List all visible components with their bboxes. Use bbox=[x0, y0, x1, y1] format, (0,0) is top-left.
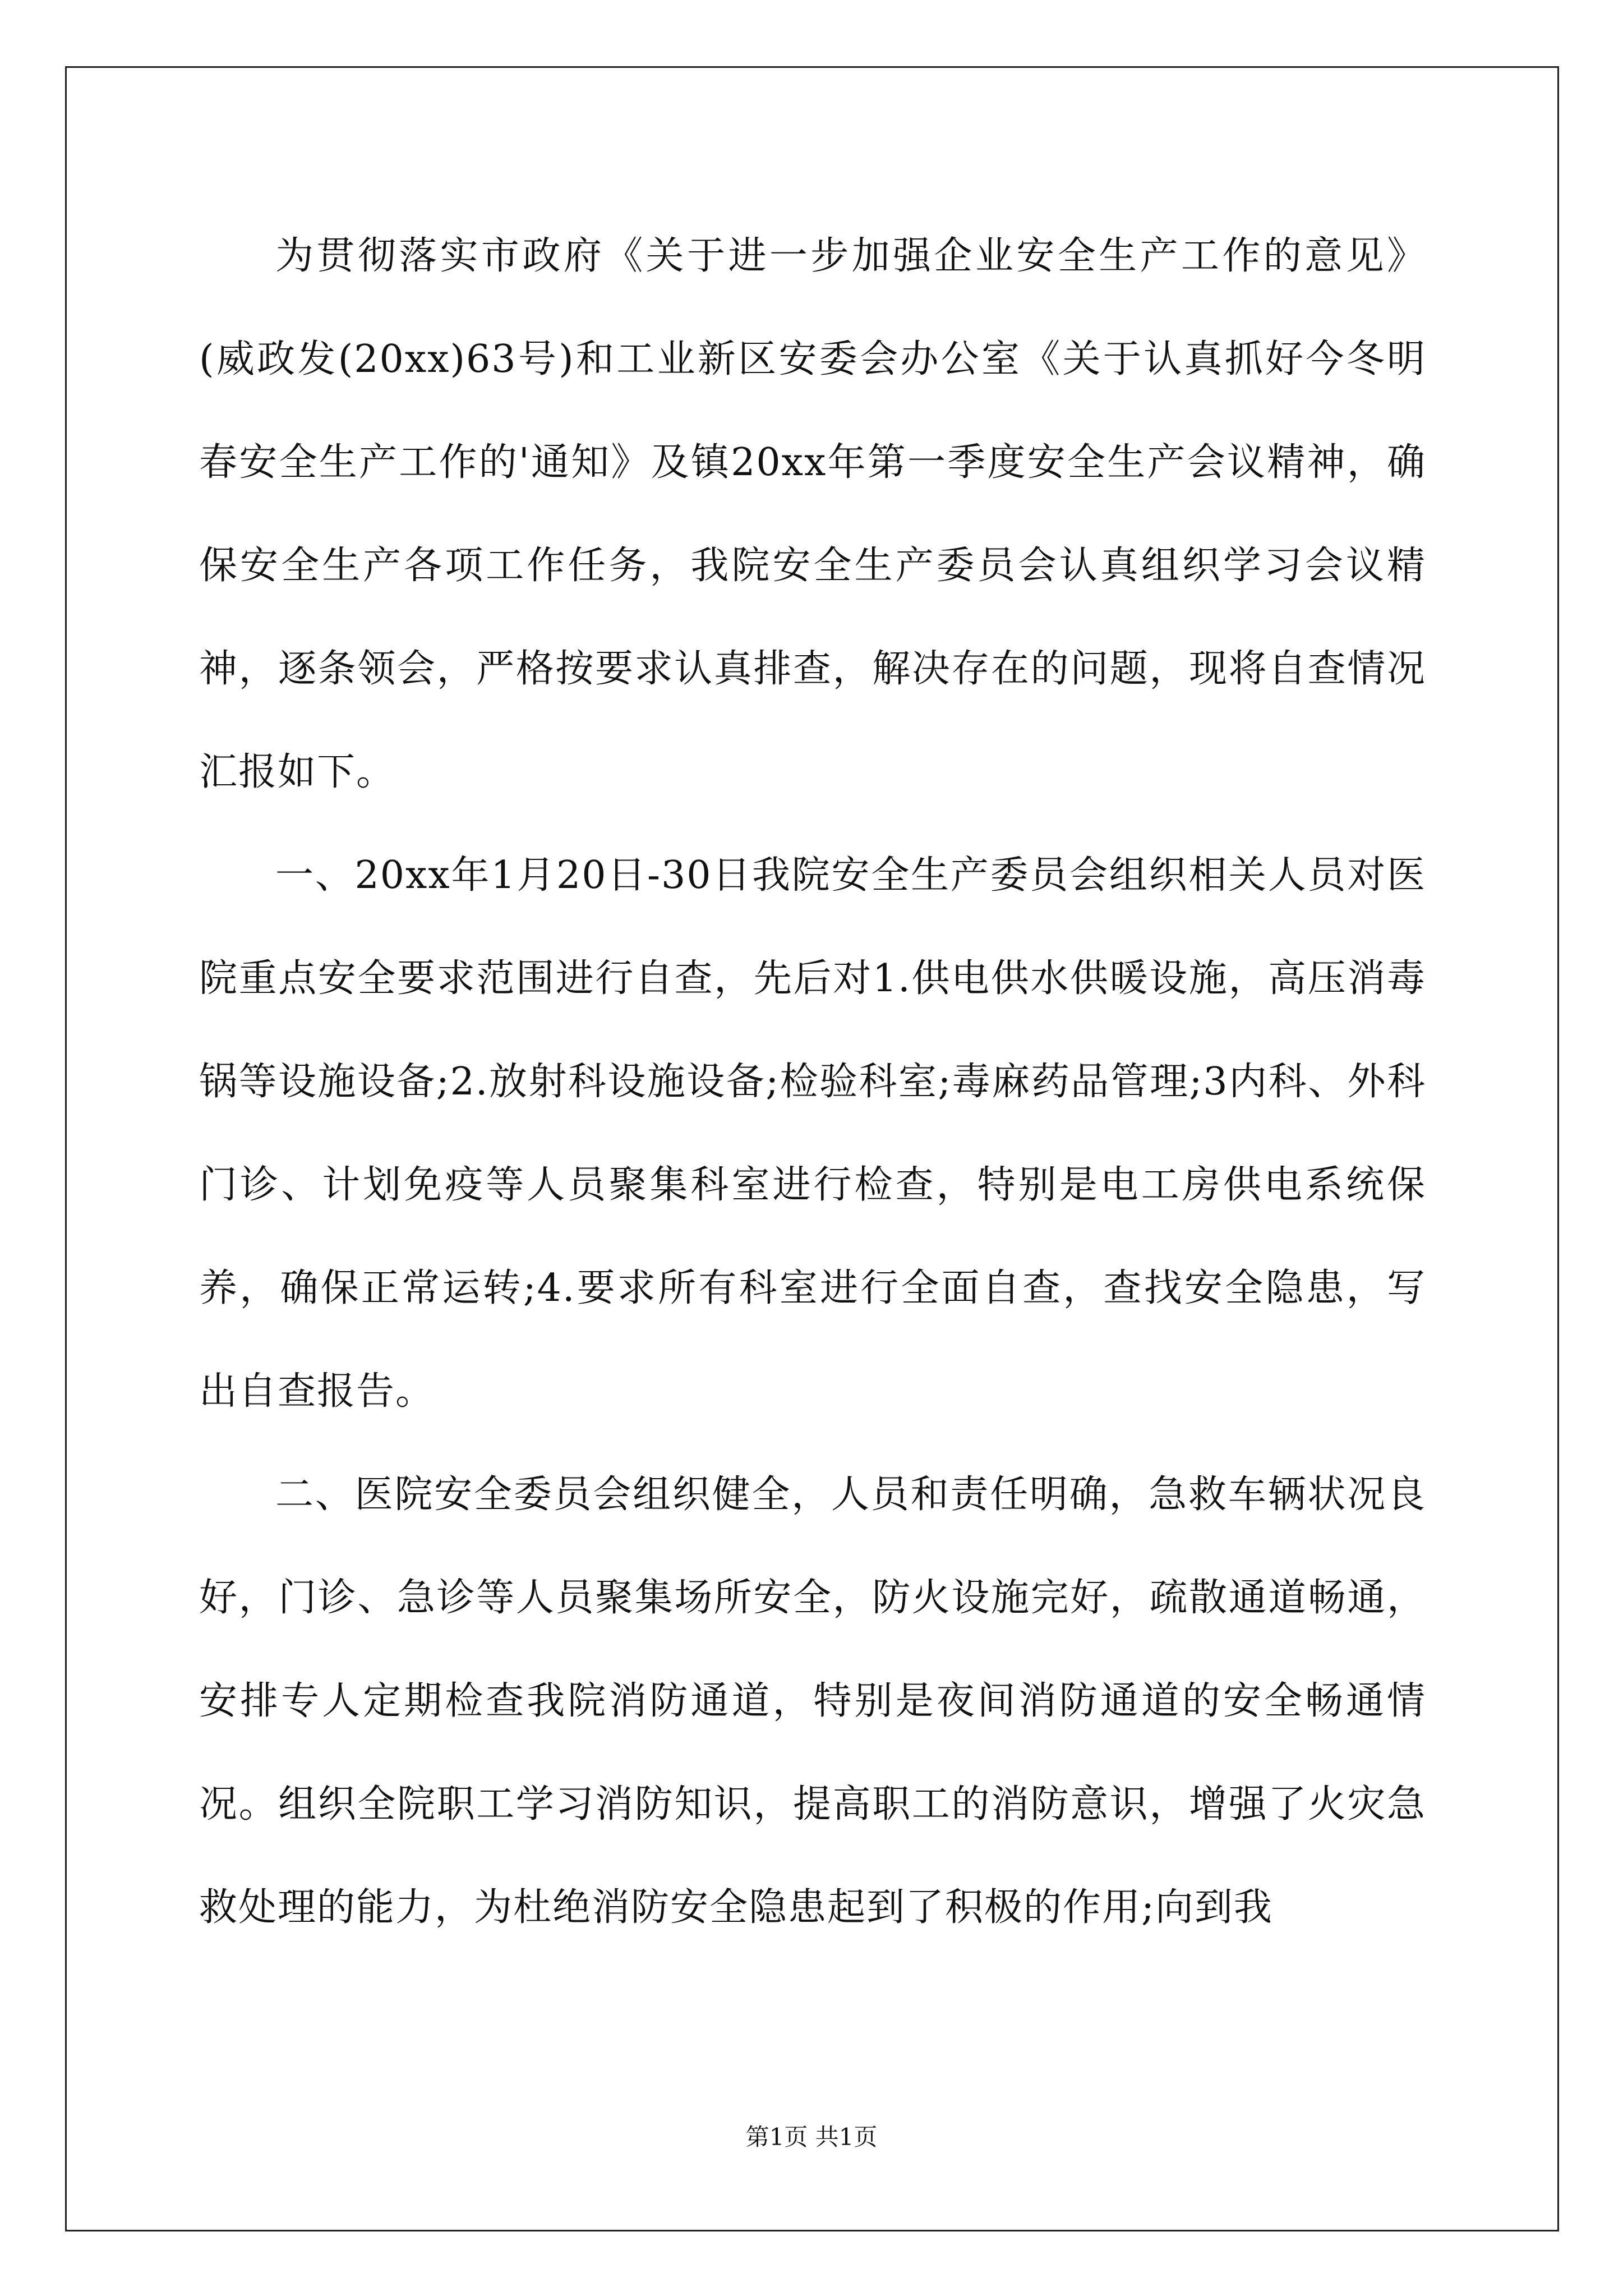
paragraph-section-two: 二、医院安全委员会组织健全，人员和责任明确，急救车辆状况良好，门诊、急诊等人员聚集场所安全，防火设施完好，疏散通道畅通，安排专人定期检查我院消防通道，特别是夜间消防通道的安全畅通情况。组织全院职工学习消防知识，提高职工的消防意识，增强了火灾急救处理的能力，为杜绝消防安全隐患起到了积极的作用;向到我 bbox=[199, 1473, 1426, 1930]
paragraph-intro: 为贯彻落实市政府《关于进一步加强企业安全生产工作的意见》(威政发(20xx)63号)和工业新区安委会办公室《关于认真抓好今冬明春安全生产工作的'通知》及镇20xx年第一季度安全生产会议精神，确保安全生产各项工作任务，我院安全生产委员会认真组织学习会议精神，逐条领会，严格按要求认真排查，解决存在的问题，现将自查情况汇报如下。 bbox=[199, 234, 1427, 794]
document-body bbox=[199, 205, 1426, 1959]
page-number-footer: 第1页 共1页 bbox=[745, 2123, 878, 2151]
paragraph-section-one: 一、20xx年1月20日-30日我院安全生产委员会组织相关人员对医院重点安全要求范围进行自查，先后对1.供电供水供暖设施，高压消毒锅等设施设备;2.放射科设施设备;检验科室;毒麻药品管理;3内科、外科门诊、计划免疫等人员聚集科室进行检查，特别是电工房供电系统保养，确保正常运转;4.要求所有科室进行全面自查，查找安全隐患，写出自查报告。 bbox=[199, 853, 1426, 1414]
